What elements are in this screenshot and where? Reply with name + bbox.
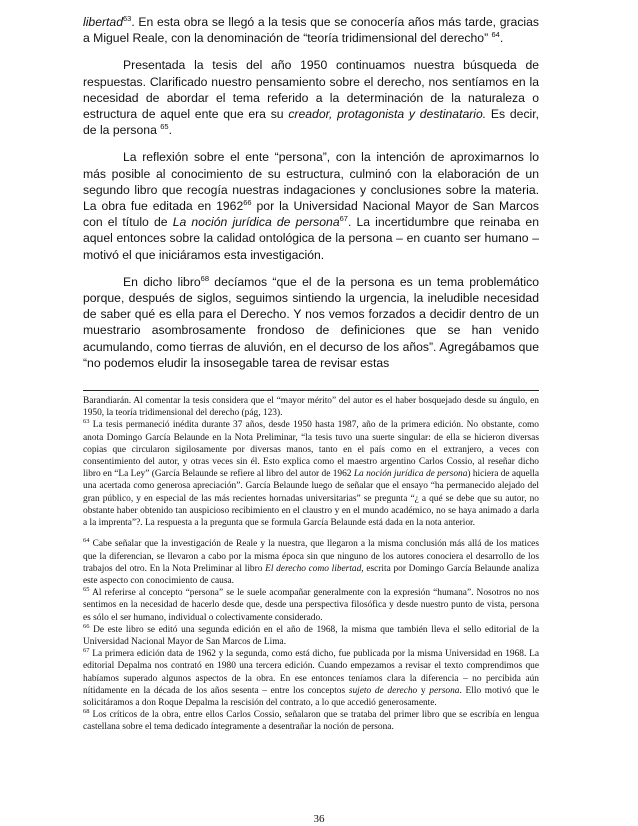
paragraph-2 xyxy=(83,57,539,138)
footnotes xyxy=(83,395,539,733)
emphasis: La noción jurídica de persona xyxy=(353,469,468,480)
footnote-ref: 63 xyxy=(122,13,132,23)
text: Es decir, de la persona xyxy=(83,107,540,138)
text: decíamos “que el de la persona es un tema problemático porque, después de siglos, seguimos sintiendo la urgencia, la ineludible necesidad de saber qué es ella para el Derecho. Y nos vemos forzados a decidir dentro de un muestrario asombrosamente frondoso de definiciones que se han venido acumulando, como tierras de aluvión, en el decurso de los años”. Agregábamos que “no podemos eludir la insosegable tarea de revisar estas xyxy=(83,274,539,370)
text: y xyxy=(417,685,430,696)
footnote-66 xyxy=(83,624,539,648)
text: En dicho libro xyxy=(123,274,201,289)
text: . xyxy=(499,31,504,46)
footnote-number: 67 xyxy=(83,647,90,654)
emphasis: sujeto de derecho xyxy=(348,685,418,696)
text: De este libro se editó una segunda edición en el año de 1968, la misma que también lleva el sello editorial de la Universidad Nacional Mayor de San Marcos de Lima. xyxy=(83,624,539,647)
footnote-ref: 66 xyxy=(243,197,252,207)
text: Presentada la tesis del año 1950 continuamos nuestra búsqueda de respuestas. Clarificado nuestro pensamiento sobre el derecho, nos sentíamos en la necesidad de abordar el tema referido a la determinación de la naturaleza o estructura de aquel ente que era su xyxy=(83,58,539,122)
paragraph-1 xyxy=(83,14,539,46)
footnote-68 xyxy=(83,709,539,733)
emphasis: La noción jurídica de persona xyxy=(172,215,340,230)
text: escrita por Domingo García Belaunde analiza este aspecto con conocimiento de causa. xyxy=(83,563,540,586)
text: . La incertidumbre que reinaba en aquel entonces sobre la calidad ontológica de la persona – en cuanto ser humano – motivó el que iniciáramos esta investigación. xyxy=(83,215,539,262)
footnote-ref: 67 xyxy=(339,214,348,224)
emphasis: persona xyxy=(429,685,460,696)
text: Los críticos de la obra, entre ellos Carlos Cossio, señalaron que se trataba del primer libro que se escribía en lengua castellana sobre el tema dedicado íntegramente a desentrañar la noción de persona. xyxy=(83,710,539,733)
text: La primera edición data de 1962 y la segunda, como está dicho, fue publicada por la misma Universidad en 1968. La editorial Depalma nos contrató en 1980 una tercera edición. Cuando empezamos a revisar el texto comprendimos que habíamos superado algunos aspectos de la obra. En ese entonces teníamos clara la diferencia – no percibida aún nítidamente en la década de los años sesenta – entre los conceptos xyxy=(83,649,539,696)
text: Al referirse al concepto “persona” se le suele acompañar generalmente con la expresión “humana”. Nosotros no nos sentimos en la necesidad de hacerlo desde que, desde una perspectiva filosófica y desde nuestro punto de vista, persona es sólo el ser humano, individual o colectivamente considerado. xyxy=(83,588,539,623)
page xyxy=(83,0,539,734)
footnote-ref: 68 xyxy=(200,273,209,283)
footnote-63 xyxy=(83,419,539,529)
text: . Ello motivó que le solicitáramos a don Roque Depalma la rescisión del contrato, a lo que accedió generosamente. xyxy=(83,685,540,708)
emphasis: El derecho como libertad, xyxy=(265,563,364,574)
footnote-number: 66 xyxy=(83,622,90,630)
text: La tesis permaneció inédita durante 37 años, desde 1950 hasta 1987, año de la primera edición. No obstante, como anota Domingo García Belaunde en la Nota Preliminar, “la tesis tuvo una suerte singular: de ella se hicieron diversas copias que circularon sigilosamente por diversas manos, tanto en el país como en el extranjero, a veces con consentimiento del autor, y otras veces sin él. Esto explica como el maestro argentino Carlos Cossio, al reseñar dicho libro en “La Ley” (García Belaunde se refiere al libro del autor de 1962 xyxy=(83,420,539,480)
text: ) hiciera de aquella una acertada como generosa apreciación”. García Belaunde luego de señalar que el ensayo “ha permanecido alejado del gran público, y en especial de las más recientes hornadas universitarias” se pregunta “¿ a qué se debe que su autor, no obstante haber obtenido tan auspicioso recibimiento en el claustro y en el mundo académico, no se haya animado a darla a la imprenta”?. La respuesta a la pregunta que se formula García Belaunde está dada en la nota anterior. xyxy=(83,469,539,529)
footnote-number: 68 xyxy=(83,708,90,716)
text: Cabe señalar que la investigación de Reale y la nuestra, que llegaron a la misma conclusión más allá de los matices que la diferencian, se llevaron a cabo por la misma época sin que ninguno de los autores conociera el desarrollo de los trabajos del otro. En la Nota Preliminar al libro xyxy=(83,539,539,574)
footnote-64 xyxy=(83,538,539,587)
footnote-number: 64 xyxy=(83,537,90,545)
footnote-number: 65 xyxy=(83,585,90,593)
text: . xyxy=(168,123,172,138)
footnote-ref: 64 xyxy=(491,30,500,40)
text: . En esta obra se llegó a la tesis que se conocería años más tarde, gracias a Miguel Reale, con la denominación de “teoría tridimensional del derecho” xyxy=(83,15,539,46)
emphasis: libertad xyxy=(83,15,123,29)
footnote-67 xyxy=(83,648,539,709)
paragraph-3 xyxy=(83,149,539,262)
emphasis: creador, protagonista y destinatario. xyxy=(288,107,487,122)
footnote-65 xyxy=(83,587,539,624)
paragraph-4 xyxy=(83,274,539,371)
main-text xyxy=(83,14,539,371)
text: por la Universidad Nacional Mayor de San Marcos con el título de xyxy=(83,199,539,230)
page-number: 36 xyxy=(313,813,325,825)
text: La reflexión sobre el ente “persona”, con la intención de aproximarnos lo más posible al conocimiento de su estructura, culminó con la elaboración de un segundo libro que recogía nuestras indagaciones y conclusiones sobre la materia. La obra fue editada en 1962 xyxy=(83,150,539,214)
footnote-continued: Barandiarán. Al comentar la tesis considera que el “mayor mérito” del autor es el haber bosquejado desde su ángulo, en 1950, la teoría tridimensional del derecho (pág, 123). xyxy=(83,396,539,419)
footnote-number: 63 xyxy=(83,418,90,426)
footnote-ref: 65 xyxy=(160,122,169,132)
footnote-separator xyxy=(83,390,539,391)
